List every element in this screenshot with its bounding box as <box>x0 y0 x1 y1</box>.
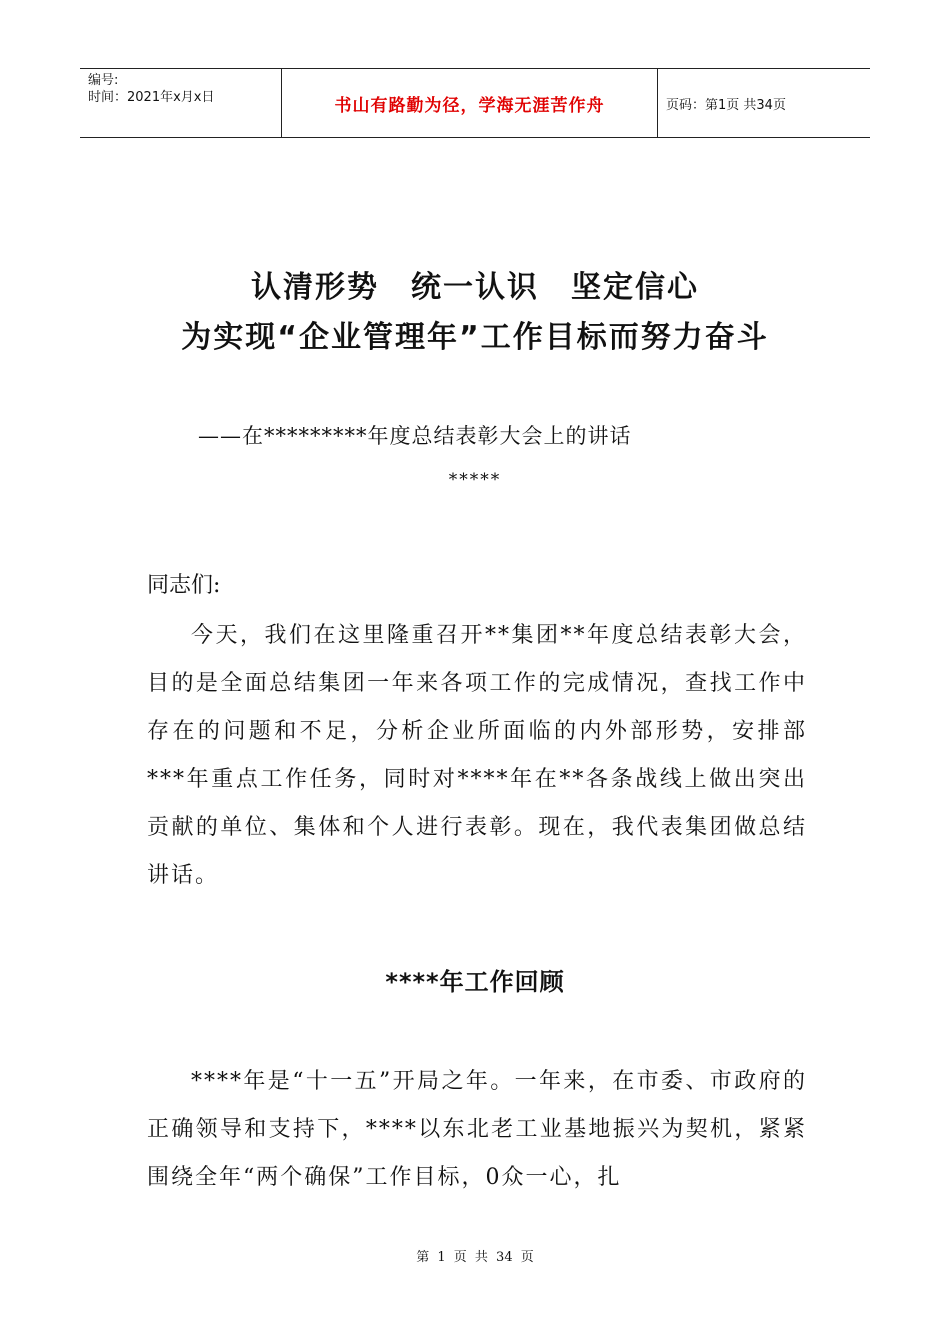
time-label: 时间：2021年x月x日 <box>88 90 215 105</box>
title-line-2: 为实现“企业管理年”工作目标而努力奋斗 <box>181 320 769 355</box>
paragraph-review: ****年是“十一五”开局之年。一年来，在市委、市政府的正确领导和支持下，****以东北老工业基地振兴为契机，紧紧围绕全年“两个确保”工作目标，0众一心，扎 <box>147 1069 807 1190</box>
document-header <box>80 68 870 138</box>
header-page-code: 页码：第1页 共34页 <box>666 97 786 113</box>
section-heading: ****年工作回顾 <box>385 968 565 996</box>
author: ***** <box>448 470 502 490</box>
greeting: 同志们: <box>147 573 221 598</box>
paragraph-intro: 今天，我们在这里隆重召开**集团**年度总结表彰大会，目的是全面总结集团一年来各项工作的完成情况，查找工作中存在的问题和不足，分析企业所面临的内外部形势，安排部***年重点工作任务，同时对****年在**各条战线上做出突出贡献的单位、集体和个人进行表彰。现在，我代表集团做总结讲话。 <box>147 623 807 888</box>
header-motto: 书山有路勤为径，学海无涯苦作舟 <box>282 69 658 137</box>
title-line-1: 认清形势 统一认识 坚定信心 <box>251 270 699 305</box>
header-meta <box>80 69 282 137</box>
serial-label: 编号: <box>88 73 119 88</box>
page-footer: 第 1 页 共 34 页 <box>416 1250 534 1265</box>
subtitle: ——在*********年度总结表彰大会上的讲话 <box>198 424 632 448</box>
